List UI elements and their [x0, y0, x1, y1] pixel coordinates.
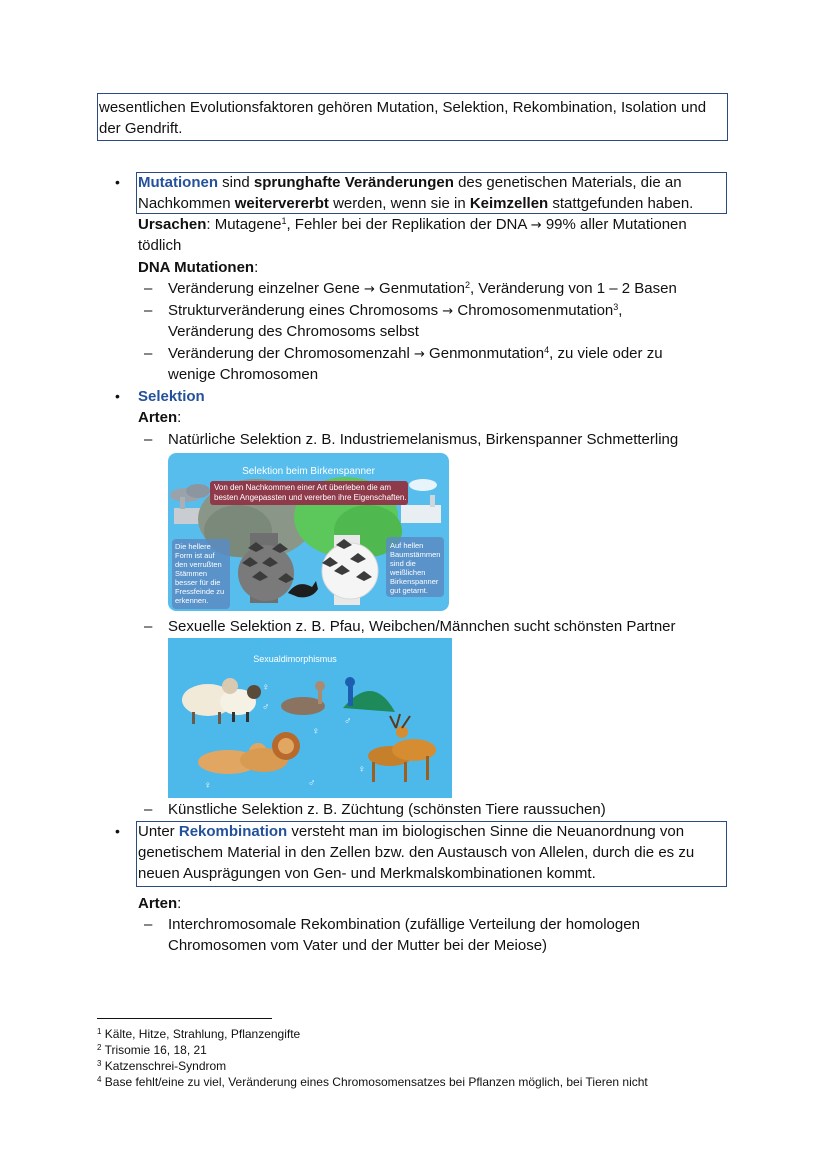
rekombination-line-1: [138, 821, 684, 842]
mutation-term: Mutationen: [138, 174, 218, 191]
male-symbol-icon: ♂: [262, 702, 270, 713]
text: versteht man im biologischen Sinne die Neuanordnung von: [287, 823, 685, 840]
footnote-number: 2: [97, 1043, 102, 1052]
fig1-left-text: [175, 542, 224, 605]
female-symbol-icon: ♀: [312, 726, 320, 737]
mutation-line-1: [138, 172, 682, 193]
text: Nachkommen: [138, 195, 235, 212]
text: Katzenschrei-Syndrom: [101, 1059, 227, 1073]
fig1-caption-line: gut getarnt.: [390, 586, 428, 595]
footnote-ref[interactable]: 1: [281, 216, 287, 226]
rekombination-term: Rekombination: [178, 823, 288, 840]
arrow-icon: →: [530, 218, 542, 233]
male-symbol-icon: ♂: [344, 716, 352, 727]
footnote-number: 4: [97, 1075, 102, 1084]
text: , Fehler bei der Replikation der DNA: [286, 216, 531, 233]
arrow-icon: →: [442, 304, 454, 319]
dna-item-2-line-2: Veränderung des Chromosoms selbst: [168, 323, 419, 340]
text-bold: Keimzellen: [469, 195, 549, 212]
fig1-caption-line: Die hellere: [175, 542, 211, 551]
fig1-caption-line: besser für die: [175, 578, 221, 587]
intro-line-1: wesentlichen Evolutionsfaktoren gehören Mutation, Selektion, Rekombination, Isolation und: [99, 99, 707, 116]
text: :: [177, 409, 182, 426]
mutation-line-2: [138, 193, 693, 214]
text-bold: Arten: [138, 895, 178, 912]
text: Kälte, Hitze, Strahlung, Pflanzengifte: [101, 1027, 301, 1041]
footnote-ref[interactable]: 2: [464, 280, 470, 290]
text: :: [254, 259, 259, 276]
footnote-2: [97, 1042, 207, 1058]
ursachen-label: Ursachen: [138, 216, 207, 233]
text: ,: [618, 302, 623, 319]
arrow-icon: →: [363, 282, 375, 297]
rekombination-line-3: neuen Ausprägungen von Gen- und Merkmalskombinationen kommt.: [138, 865, 596, 882]
dash: –: [144, 345, 153, 362]
footnote-1: [97, 1026, 300, 1042]
text: Genmonmutation: [424, 345, 545, 362]
text: werden, wenn sie in: [328, 195, 470, 212]
intro-line-2: der Gendrift.: [99, 120, 183, 137]
fig1-caption-line: erkennen.: [175, 596, 209, 605]
text: sind: [218, 174, 254, 191]
text: , Veränderung von 1 – 2 Basen: [469, 280, 677, 297]
footnote-separator: [97, 1018, 272, 1019]
text: Veränderung der Chromosomenzahl: [168, 345, 414, 362]
female-symbol-icon: ♀: [358, 764, 366, 775]
dash: –: [144, 916, 153, 933]
text: : Mutagene: [206, 216, 282, 233]
footnote-3: [97, 1058, 226, 1074]
fig1-caption-line: den verrußten: [175, 560, 222, 569]
footnote-number: 3: [97, 1059, 102, 1068]
selektion-item-3: Künstliche Selektion z. B. Züchtung (schönsten Tiere raussuchen): [168, 801, 606, 818]
selektion-item-2: Sexuelle Selektion z. B. Pfau, Weibchen/Männchen sucht schönsten Partner: [168, 618, 676, 635]
dna-item-1: [168, 278, 677, 300]
fig1-caption-line: Birkenspanner: [390, 577, 439, 586]
fig1-right-text: [390, 541, 440, 595]
footnote-ref[interactable]: 3: [613, 302, 619, 312]
text-bold: DNA Mutationen: [138, 259, 255, 276]
female-symbol-icon: ♀: [262, 682, 270, 693]
fig1-caption-line: weißlichen: [390, 568, 426, 577]
text: Chromosomenmutation: [453, 302, 614, 319]
fig1-caption-line: Fressfeinde zu: [175, 587, 225, 596]
text: Trisomie 16, 18, 21: [101, 1043, 207, 1057]
rekombination-item-1: Interchromosomale Rekombination (zufällige Verteilung der homologen: [168, 916, 640, 933]
text: Genmutation: [374, 280, 465, 297]
text-bold: sprunghafte Veränderungen: [253, 174, 454, 191]
dash: –: [144, 618, 153, 635]
rekombination-line-2: genetischem Material in den Zellen bzw. den Austausch von Allelen, durch die es zu: [138, 844, 695, 861]
text: des genetischen Materials, die an: [453, 174, 682, 191]
bullet-rekombination: •: [115, 823, 120, 839]
fig1-banner-2: besten Angepassten und vererben ihre Eigenschaften.: [214, 493, 407, 502]
footnote-number: 1: [97, 1027, 102, 1036]
fig1-caption-line: Form ist auf: [175, 551, 215, 560]
arrow-icon: →: [413, 347, 425, 362]
selektion-item-1: Natürliche Selektion z. B. Industriemelanismus, Birkenspanner Schmetterling: [168, 431, 679, 448]
dna-item-3: [168, 343, 663, 365]
text-bold: weitervererbt: [234, 195, 329, 212]
fig1-caption-line: Stämmen: [175, 569, 208, 578]
dash: –: [144, 801, 153, 818]
text: Base fehlt/eine zu viel, Veränderung eines Chromosomensatzes bei Pflanzen möglich, bei Tieren nicht: [101, 1075, 648, 1089]
dash: –: [144, 302, 153, 319]
fig1-caption-line: Auf hellen: [390, 541, 424, 550]
fig2-title: Sexualdimorphismus: [253, 654, 337, 664]
ursachen-line: [138, 214, 687, 236]
text: Veränderung einzelner Gene: [168, 280, 364, 297]
footnote-4: [97, 1074, 648, 1090]
text: , zu viele oder zu: [549, 345, 663, 362]
dash: –: [144, 280, 153, 297]
ursachen-line-2: tödlich: [138, 237, 182, 254]
figure-sexualdimorphismus: [168, 638, 452, 798]
female-symbol-icon: ♀: [204, 780, 212, 791]
fig1-title: Selektion beim Birkenspanner: [242, 466, 375, 477]
text: stattgefunden haben.: [548, 195, 694, 212]
dna-item-2: [168, 300, 622, 322]
selektion-arten: [138, 407, 181, 428]
rekombination-item-1-line-2: Chromosomen vom Vater und der Mutter bei der Meiose): [168, 937, 548, 954]
bullet-selektion: •: [115, 388, 120, 404]
dash: –: [144, 431, 153, 448]
figure-birkenspanner: [168, 453, 449, 611]
rekombination-arten: [138, 893, 181, 914]
text-bold: Arten: [138, 409, 178, 426]
fig1-caption-line: sind die: [390, 559, 416, 568]
footnote-ref[interactable]: 4: [544, 345, 550, 355]
text: Unter: [138, 823, 179, 840]
male-symbol-icon: ♂: [308, 778, 316, 789]
text: :: [177, 895, 182, 912]
selektion-term: Selektion: [138, 388, 205, 405]
bullet-mutation: •: [115, 174, 120, 190]
dna-mutation-heading: [138, 257, 258, 278]
fig1-caption-line: Baumstämmen: [390, 550, 441, 559]
text: 99% aller Mutationen: [541, 216, 687, 233]
dna-item-3-line-2: wenige Chromosomen: [168, 366, 319, 383]
fig1-banner-1: Von den Nachkommen einer Art überleben die am: [214, 483, 391, 492]
text: Strukturveränderung eines Chromosoms: [168, 302, 443, 319]
